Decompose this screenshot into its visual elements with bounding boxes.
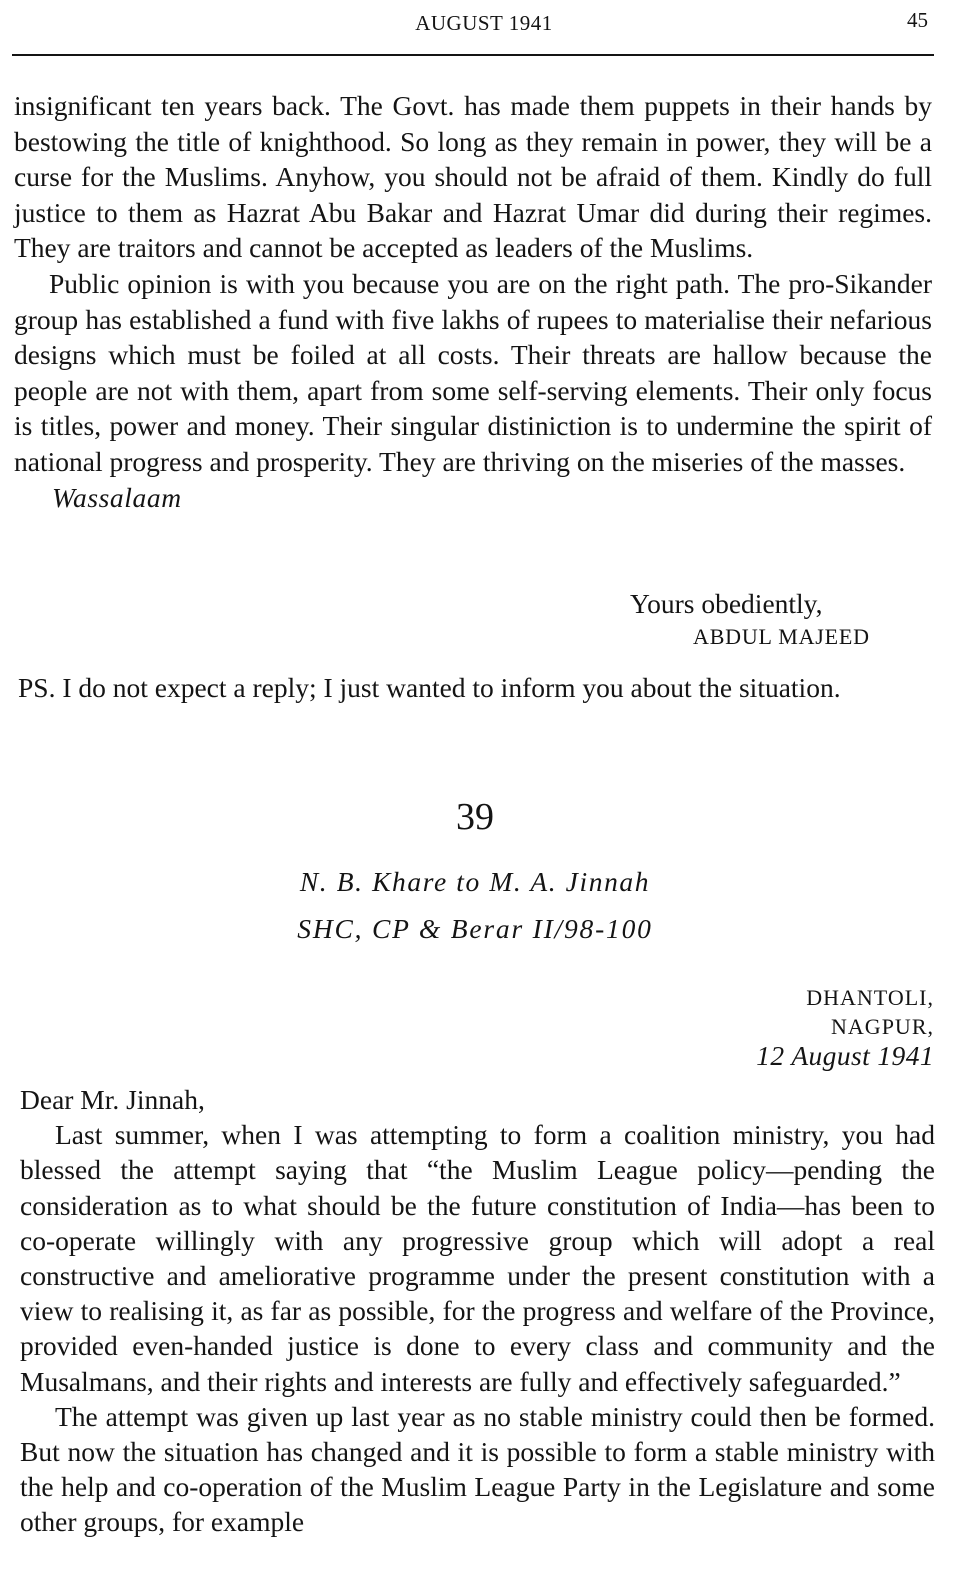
- address-line: DHANTOLI,: [806, 985, 934, 1010]
- signatory: ABDUL MAJEED: [693, 624, 870, 649]
- letter-date: 12 August 1941: [756, 1040, 934, 1071]
- salutation: Dear Mr. Jinnah,: [20, 1084, 205, 1115]
- page-number: 45: [907, 8, 928, 32]
- sender-address: [756, 983, 934, 1070]
- document-source: SHC, CP & Berar II/98-100: [297, 913, 653, 944]
- body-paragraph: Public opinion is with you because you are on the right path. The pro-Sikander group has established a fund with five lakhs of rupees to materialise their nefarious designs which must be foiled at all costs. Their threats are hallow because the people are not with them, apart from some self-serving elements. Their only focus is titles, power and money. Their singular distiniction is to undermine the spirit of national progress and prosperity. They are thriving on the miseries of the masses.: [14, 267, 932, 477]
- postscript-text: PS. I do not expect a reply; I just wanted to inform you about the situation.: [18, 672, 841, 703]
- page-header: [0, 0, 968, 60]
- continued-paragraph: insignificant ten years back. The Govt. has made them puppets in their hands by bestowing the title of knighthood. So long as they remain in power, they will be a curse for the Muslims. Anyhow, you should not be afraid of them. Kindly do full justice to them as Hazrat Abu Bakar and Hazrat Umar did during their regimes. They are traitors and cannot be accepted as leaders of the Muslims.: [14, 90, 932, 264]
- previous-letter-body: [14, 88, 932, 515]
- sign-off: Yours obediently,: [630, 588, 823, 619]
- running-head: AUGUST 1941: [415, 11, 553, 35]
- closing-greeting: Wassalaam: [52, 481, 182, 513]
- address-line: NAGPUR,: [831, 1014, 934, 1039]
- document-title: N. B. Khare to M. A. Jinnah: [299, 866, 651, 897]
- letter-body: [20, 1082, 935, 1540]
- document-number: 39: [456, 796, 494, 838]
- body-paragraph: Last summer, when I was attempting to form a coalition ministry, you had blessed the attempt saying that “the Muslim League policy—pending the consideration as to what should be the future constitution of India—has been to co-operate willingly with any progressive group which will adopt a real constructive and ameliorative programme under the present constitution with a view to realising it, as far as possible, for the progress and welfare of the Province, provided even-handed justice is done to every class and community and the Musalmans, and their rights and interests are fully and effectively safeguarded.”: [20, 1119, 935, 1397]
- body-paragraph: The attempt was given up last year as no stable ministry could then be formed. But now the situation has changed and it is possible to form a stable ministry with the help and co-operation of the Muslim League Party in the Legislature and some other groups, for example: [20, 1400, 935, 1538]
- header-rule: [12, 54, 934, 56]
- postscript: [18, 670, 932, 706]
